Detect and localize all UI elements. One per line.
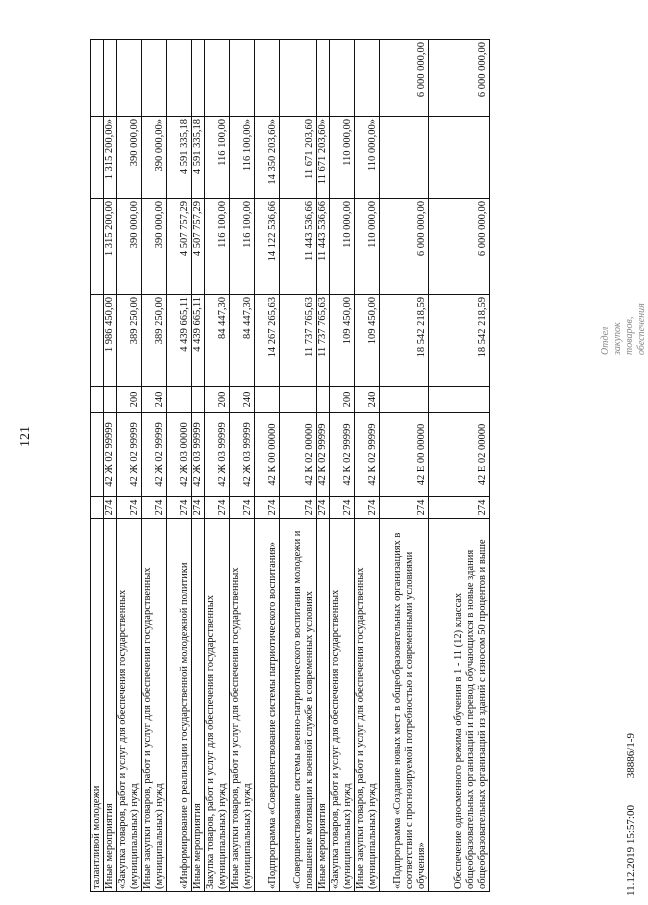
cell-a4	[192, 40, 205, 117]
cell-a3: 4 591 335,18	[192, 117, 205, 199]
cell-csr: 42 Е 00 00000	[380, 413, 429, 497]
cell-a1: 109 450,00	[355, 295, 380, 387]
cell-a4: 6 000 000,00	[380, 40, 429, 117]
cell-a2: 390 000,00	[142, 199, 167, 295]
cell-name: «Подпрограмма «Совершенствование системы патриотического воспитания»	[255, 519, 280, 892]
cell-a4	[104, 40, 117, 117]
cell-vr: 200	[205, 387, 230, 413]
cell-a4	[330, 40, 355, 117]
table-row	[104, 40, 117, 892]
cell-org: 274	[230, 497, 255, 519]
cell-csr: 42 К 02 99999	[355, 413, 380, 497]
cell-a4	[205, 40, 230, 117]
cell-a1: 18 542 218,59	[429, 295, 490, 387]
cell-a3: 11 671 203,60»	[317, 117, 330, 199]
cell-csr	[91, 413, 104, 497]
cell-a4	[317, 40, 330, 117]
cell-a2: 6 000 000,00	[380, 199, 429, 295]
cell-vr	[380, 387, 429, 413]
cell-csr: 42 Ж 03 00000	[167, 413, 192, 497]
cell-csr: 42 Ж 02 99999	[142, 413, 167, 497]
cell-csr: 42 Е 02 00000	[429, 413, 490, 497]
table-row	[355, 40, 380, 892]
footer-date: 11.12.2019 15:57:00	[625, 805, 637, 896]
cell-a2: 11 443 536,66	[280, 199, 317, 295]
cell-name: Обеспечение односменного режима обучения в 1 - 11 (12) классах общеобразовательных организаций и перевод обучающихся в новые здания общеобразовательных организаций из зданий с износом 50 процентов и выше	[429, 519, 490, 892]
cell-a3	[380, 117, 429, 199]
cell-a2	[91, 199, 104, 295]
cell-vr: 200	[117, 387, 142, 413]
cell-a2: 390 000,00	[117, 199, 142, 295]
cell-org: 274	[355, 497, 380, 519]
cell-a2: 1 315 200,00	[104, 199, 117, 295]
cell-a1: 84 447,30	[230, 295, 255, 387]
cell-vr: 240	[142, 387, 167, 413]
cell-name: Иные мероприятия	[104, 519, 117, 892]
cell-a3: 110 000,00	[330, 117, 355, 199]
table-row	[380, 40, 429, 892]
cell-name: «Закупка товаров, работ и услуг для обеспечения государственных (муниципальных) нужд	[117, 519, 142, 892]
cell-a1: 11 737 765,63	[280, 295, 317, 387]
cell-name: «Закупка товаров, работ и услуг для обеспечения государственных (муниципальных) нужд	[330, 519, 355, 892]
cell-vr	[429, 387, 490, 413]
cell-a3: 390 000,00»	[142, 117, 167, 199]
cell-name: Иные закупки товаров, работ и услуг для обеспечения государственных (муниципальных) нужд	[355, 519, 380, 892]
cell-a1: 389 250,00	[142, 295, 167, 387]
cell-csr: 42 Ж 02 99999	[117, 413, 142, 497]
cell-a2: 6 000 000,00	[429, 199, 490, 295]
cell-a3: 11 671 203,60	[280, 117, 317, 199]
cell-org: 274	[380, 497, 429, 519]
cell-name: «Подпрограмма «Создание новых мест в общеобразовательных организациях в соответствии с прогнозируемой потребностью и современными условиями обучения»	[380, 519, 429, 892]
cell-a1: 4 439 665,11	[192, 295, 205, 387]
cell-org	[91, 497, 104, 519]
cell-a3: 116 100,00»	[230, 117, 255, 199]
cell-org: 274	[104, 497, 117, 519]
cell-a4	[230, 40, 255, 117]
cell-vr	[255, 387, 280, 413]
cell-vr	[280, 387, 317, 413]
table-row	[91, 40, 104, 892]
table-row	[167, 40, 192, 892]
cell-vr	[91, 387, 104, 413]
cell-csr: 42 К 02 00000	[280, 413, 317, 497]
cell-a2: 116 100,00	[205, 199, 230, 295]
cell-a4	[355, 40, 380, 117]
cell-a1: 4 439 665,11	[167, 295, 192, 387]
cell-name: Иные закупки товаров, работ и услуг для обеспечения государственных (муниципальных) нужд	[142, 519, 167, 892]
cell-csr: 42 К 00 00000	[255, 413, 280, 497]
cell-a4	[142, 40, 167, 117]
cell-a1: 14 267 265,63	[255, 295, 280, 387]
cell-a1: 84 447,30	[205, 295, 230, 387]
cell-vr: 200	[330, 387, 355, 413]
cell-a2: 11 443 536,66	[317, 199, 330, 295]
cell-a4	[117, 40, 142, 117]
cell-a1: 109 450,00	[330, 295, 355, 387]
cell-a3: 390 000,00	[117, 117, 142, 199]
table-row	[192, 40, 205, 892]
cell-csr: 42 К 02 99999	[330, 413, 355, 497]
cell-csr: 42 К 02 99999	[317, 413, 330, 497]
cell-name: «Информирование о реализации государственной молодежной политики	[167, 519, 192, 892]
cell-org: 274	[330, 497, 355, 519]
table-row	[429, 40, 490, 892]
cell-vr	[167, 387, 192, 413]
cell-name: талантливой молодежи	[91, 519, 104, 892]
cell-a3: 4 591 335,18	[167, 117, 192, 199]
rotated-budget-table-wrapper	[90, 40, 490, 892]
cell-org: 274	[317, 497, 330, 519]
cell-csr: 42 Ж 03 99999	[192, 413, 205, 497]
cell-a3: 110 000,00»	[355, 117, 380, 199]
cell-csr: 42 Ж 03 99999	[205, 413, 230, 497]
cell-a3	[91, 117, 104, 199]
cell-vr: 240	[230, 387, 255, 413]
cell-a1: 18 542 218,59	[380, 295, 429, 387]
cell-org: 274	[280, 497, 317, 519]
cell-a3: 1 315 200,00»	[104, 117, 117, 199]
cell-a2: 110 000,00	[355, 199, 380, 295]
cell-a4	[255, 40, 280, 117]
table-row	[317, 40, 330, 892]
cell-a2: 116 100,00	[230, 199, 255, 295]
cell-a1	[91, 295, 104, 387]
cell-a4: 6 000 000,00	[429, 40, 490, 117]
cell-name: Иные мероприятия	[317, 519, 330, 892]
cell-name: Иные мероприятия	[192, 519, 205, 892]
footer-doc-number: 38886/1-9	[625, 733, 637, 779]
table-row	[255, 40, 280, 892]
cell-a1: 11 737 765,63	[317, 295, 330, 387]
cell-org: 274	[429, 497, 490, 519]
cell-org: 274	[167, 497, 192, 519]
cell-a1: 1 986 450,00	[104, 295, 117, 387]
cell-vr	[317, 387, 330, 413]
cell-name: «Совершенствование системы военно-патриотического воспитания молодежи и повышение мотивации к военной службе в современных условиях	[280, 519, 317, 892]
cell-org: 274	[255, 497, 280, 519]
budget-table	[90, 39, 490, 892]
table-row	[280, 40, 317, 892]
page-number: 121	[18, 426, 33, 447]
cell-org: 274	[142, 497, 167, 519]
cell-vr	[192, 387, 205, 413]
cell-vr	[104, 387, 117, 413]
cell-a4	[91, 40, 104, 117]
table-row	[117, 40, 142, 892]
cell-a4	[167, 40, 192, 117]
cell-a2: 110 000,00	[330, 199, 355, 295]
table-row	[330, 40, 355, 892]
cell-name: Закупка товаров, работ и услуг для обеспечения государственных (муниципальных) нужд	[205, 519, 230, 892]
cell-a2: 4 507 757,29	[192, 199, 205, 295]
cell-org: 274	[205, 497, 230, 519]
cell-a2: 4 507 757,29	[167, 199, 192, 295]
cell-csr: 42 Ж 02 99999	[104, 413, 117, 497]
cell-a3	[429, 117, 490, 199]
footer	[625, 709, 637, 896]
stamp-line-2: обеспечения	[636, 303, 647, 355]
stamp	[600, 303, 648, 355]
cell-org: 274	[117, 497, 142, 519]
cell-a1: 389 250,00	[117, 295, 142, 387]
table-row	[142, 40, 167, 892]
cell-org: 274	[192, 497, 205, 519]
cell-a3: 116 100,00	[205, 117, 230, 199]
cell-a2: 14 122 536,66	[255, 199, 280, 295]
cell-csr: 42 Ж 03 99999	[230, 413, 255, 497]
table-row	[205, 40, 230, 892]
cell-a3: 14 350 203,60»	[255, 117, 280, 199]
cell-name: Иные закупки товаров, работ и услуг для обеспечения государственных (муниципальных) нужд	[230, 519, 255, 892]
stamp-line-1: Отдел закупок товаров,	[600, 316, 635, 355]
cell-a4	[280, 40, 317, 117]
cell-vr: 240	[355, 387, 380, 413]
table-row	[230, 40, 255, 892]
